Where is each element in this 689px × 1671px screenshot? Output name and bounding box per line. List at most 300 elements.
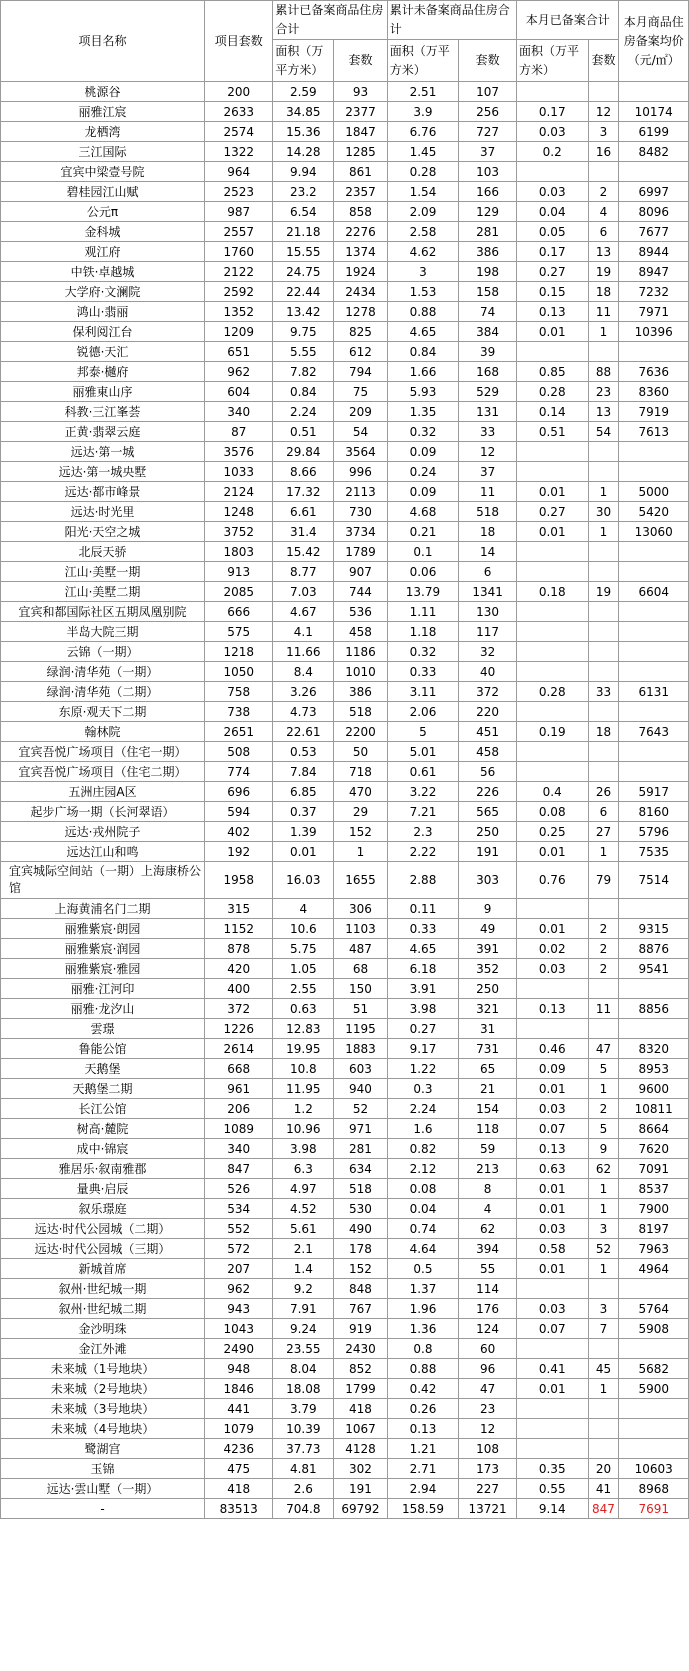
- cell-month-units: 1: [588, 1379, 619, 1399]
- col-header-unfiled-units: 套数: [459, 40, 517, 82]
- cell-total-units: 526: [205, 1179, 273, 1199]
- cell-filed-units: 940: [334, 1079, 387, 1099]
- cell-filed-units: 50: [334, 742, 387, 762]
- col-header-month-units: 套数: [588, 40, 619, 82]
- cell-month-area: [516, 1439, 588, 1459]
- cell-avg-price: 7919: [619, 402, 689, 422]
- cell-month-area: [516, 342, 588, 362]
- cell-month-units: 1: [588, 482, 619, 502]
- cell-month-units: 16: [588, 142, 619, 162]
- cell-total-units: 315: [205, 899, 273, 919]
- cell-total-units: 87: [205, 422, 273, 442]
- cell-filed-units: 2377: [334, 102, 387, 122]
- cell-total-units: 200: [205, 82, 273, 102]
- cell-unfiled-units: 281: [459, 222, 517, 242]
- cell-month-units: 30: [588, 502, 619, 522]
- cell-filed-units: 458: [334, 622, 387, 642]
- cell-filed-units: 281: [334, 1139, 387, 1159]
- cell-month-area: [516, 1399, 588, 1419]
- table-row: [1, 862, 689, 899]
- cell-unfiled-area: 0.32: [387, 422, 459, 442]
- cell-project-name: 未来城（2号地块）: [1, 1379, 205, 1399]
- table-row: [1, 762, 689, 782]
- col-header-month-area: 面积（万平方米）: [516, 40, 588, 82]
- total-unfiled-area: 158.59: [387, 1499, 459, 1519]
- cell-filed-area: 4.81: [273, 1459, 334, 1479]
- cell-filed-area: 2.1: [273, 1239, 334, 1259]
- table-row: [1, 1399, 689, 1419]
- cell-total-units: 575: [205, 622, 273, 642]
- table-row: [1, 1059, 689, 1079]
- col-header-unfiled-area: 面积（万平方米）: [387, 40, 459, 82]
- cell-filed-area: 11.66: [273, 642, 334, 662]
- cell-filed-units: 848: [334, 1279, 387, 1299]
- cell-month-units: 11: [588, 999, 619, 1019]
- cell-unfiled-area: 0.33: [387, 919, 459, 939]
- cell-project-name: 江山·美墅一期: [1, 562, 205, 582]
- cell-month-units: 1: [588, 1079, 619, 1099]
- cell-avg-price: [619, 442, 689, 462]
- cell-filed-units: 302: [334, 1459, 387, 1479]
- cell-filed-units: 150: [334, 979, 387, 999]
- cell-total-units: 1248: [205, 502, 273, 522]
- cell-filed-units: 730: [334, 502, 387, 522]
- cell-filed-area: 9.94: [273, 162, 334, 182]
- cell-avg-price: 7900: [619, 1199, 689, 1219]
- cell-month-area: 0.03: [516, 182, 588, 202]
- cell-unfiled-units: 213: [459, 1159, 517, 1179]
- cell-total-units: 3576: [205, 442, 273, 462]
- cell-unfiled-units: 107: [459, 82, 517, 102]
- cell-filed-units: 1924: [334, 262, 387, 282]
- cell-total-units: 2614: [205, 1039, 273, 1059]
- cell-filed-area: 17.32: [273, 482, 334, 502]
- cell-month-units: 13: [588, 242, 619, 262]
- cell-filed-units: 971: [334, 1119, 387, 1139]
- cell-filed-area: 9.75: [273, 322, 334, 342]
- cell-month-area: 0.85: [516, 362, 588, 382]
- cell-month-units: [588, 742, 619, 762]
- cell-unfiled-units: 321: [459, 999, 517, 1019]
- cell-month-units: 3: [588, 122, 619, 142]
- cell-filed-area: 4.67: [273, 602, 334, 622]
- cell-unfiled-units: 65: [459, 1059, 517, 1079]
- cell-month-area: [516, 1339, 588, 1359]
- cell-filed-area: 3.26: [273, 682, 334, 702]
- cell-unfiled-units: 103: [459, 162, 517, 182]
- cell-project-name: 长江公馆: [1, 1099, 205, 1119]
- cell-unfiled-units: 31: [459, 1019, 517, 1039]
- cell-filed-area: 6.61: [273, 502, 334, 522]
- table-row: [1, 742, 689, 762]
- cell-unfiled-units: 56: [459, 762, 517, 782]
- cell-unfiled-units: 458: [459, 742, 517, 762]
- cell-unfiled-area: 2.94: [387, 1479, 459, 1499]
- cell-unfiled-units: 40: [459, 662, 517, 682]
- cell-month-units: 47: [588, 1039, 619, 1059]
- cell-unfiled-units: 39: [459, 342, 517, 362]
- cell-month-area: 0.07: [516, 1319, 588, 1339]
- cell-filed-area: 11.95: [273, 1079, 334, 1099]
- cell-unfiled-area: 3: [387, 262, 459, 282]
- cell-month-area: 0.46: [516, 1039, 588, 1059]
- cell-filed-area: 9.24: [273, 1319, 334, 1339]
- cell-unfiled-area: 1.96: [387, 1299, 459, 1319]
- cell-filed-units: 1067: [334, 1419, 387, 1439]
- cell-total-units: 4236: [205, 1439, 273, 1459]
- cell-project-name: 丽雅江宸: [1, 102, 205, 122]
- cell-filed-area: 24.75: [273, 262, 334, 282]
- cell-avg-price: 5000: [619, 482, 689, 502]
- cell-unfiled-area: 13.79: [387, 582, 459, 602]
- cell-avg-price: 5764: [619, 1299, 689, 1319]
- cell-project-name: 阳光·天空之城: [1, 522, 205, 542]
- cell-month-area: 0.27: [516, 262, 588, 282]
- cell-total-units: 1043: [205, 1319, 273, 1339]
- cell-project-name: 半岛大院三期: [1, 622, 205, 642]
- cell-month-area: 0.19: [516, 722, 588, 742]
- cell-total-units: 400: [205, 979, 273, 999]
- cell-unfiled-units: 59: [459, 1139, 517, 1159]
- table-row: [1, 1279, 689, 1299]
- cell-avg-price: 8537: [619, 1179, 689, 1199]
- cell-month-area: [516, 602, 588, 622]
- cell-unfiled-units: 8: [459, 1179, 517, 1199]
- cell-total-units: 668: [205, 1059, 273, 1079]
- cell-avg-price: [619, 742, 689, 762]
- cell-month-area: 0.01: [516, 1199, 588, 1219]
- cell-total-units: 1322: [205, 142, 273, 162]
- cell-total-units: 3752: [205, 522, 273, 542]
- cell-unfiled-units: 220: [459, 702, 517, 722]
- cell-avg-price: 6199: [619, 122, 689, 142]
- cell-month-units: [588, 82, 619, 102]
- cell-total-units: 604: [205, 382, 273, 402]
- cell-filed-area: 16.03: [273, 862, 334, 899]
- cell-filed-area: 1.4: [273, 1259, 334, 1279]
- cell-project-name: 远达·都市峰景: [1, 482, 205, 502]
- col-header-filed-units: 套数: [334, 40, 387, 82]
- cell-month-area: 0.01: [516, 1259, 588, 1279]
- cell-month-area: 0.01: [516, 1179, 588, 1199]
- cell-month-area: 0.41: [516, 1359, 588, 1379]
- cell-unfiled-units: 114: [459, 1279, 517, 1299]
- cell-avg-price: 8096: [619, 202, 689, 222]
- cell-total-units: 2592: [205, 282, 273, 302]
- cell-unfiled-units: 12: [459, 442, 517, 462]
- cell-unfiled-area: 0.74: [387, 1219, 459, 1239]
- cell-filed-area: 6.54: [273, 202, 334, 222]
- cell-filed-area: 0.01: [273, 842, 334, 862]
- cell-avg-price: 8856: [619, 999, 689, 1019]
- cell-filed-units: 52: [334, 1099, 387, 1119]
- cell-project-name: 上海黄浦名门二期: [1, 899, 205, 919]
- cell-month-area: [516, 1019, 588, 1039]
- cell-unfiled-units: 62: [459, 1219, 517, 1239]
- cell-total-units: 418: [205, 1479, 273, 1499]
- cell-filed-area: 2.55: [273, 979, 334, 999]
- cell-avg-price: 5796: [619, 822, 689, 842]
- cell-project-name: 叙州·世纪城一期: [1, 1279, 205, 1299]
- cell-project-name: 东原·观天下二期: [1, 702, 205, 722]
- table-row: [1, 502, 689, 522]
- table-row: [1, 382, 689, 402]
- table-row: [1, 1379, 689, 1399]
- cell-total-units: 572: [205, 1239, 273, 1259]
- cell-month-area: 0.15: [516, 282, 588, 302]
- cell-unfiled-area: 0.5: [387, 1259, 459, 1279]
- cell-filed-area: 12.83: [273, 1019, 334, 1039]
- cell-filed-units: 1847: [334, 122, 387, 142]
- cell-month-units: 79: [588, 862, 619, 899]
- cell-unfiled-area: 3.91: [387, 979, 459, 999]
- cell-project-name: 邦泰·樾府: [1, 362, 205, 382]
- cell-month-units: 6: [588, 802, 619, 822]
- cell-unfiled-area: 0.28: [387, 162, 459, 182]
- cell-unfiled-area: 0.33: [387, 662, 459, 682]
- cell-month-units: 5: [588, 1059, 619, 1079]
- cell-filed-units: 1285: [334, 142, 387, 162]
- cell-unfiled-units: 11: [459, 482, 517, 502]
- cell-avg-price: [619, 762, 689, 782]
- cell-filed-area: 10.96: [273, 1119, 334, 1139]
- cell-month-units: 23: [588, 382, 619, 402]
- cell-month-area: [516, 542, 588, 562]
- cell-month-area: 0.14: [516, 402, 588, 422]
- cell-unfiled-area: 5: [387, 722, 459, 742]
- cell-unfiled-area: 7.21: [387, 802, 459, 822]
- cell-total-units: 962: [205, 1279, 273, 1299]
- cell-month-area: 0.13: [516, 1139, 588, 1159]
- cell-month-area: [516, 899, 588, 919]
- cell-unfiled-units: 129: [459, 202, 517, 222]
- cell-unfiled-area: 2.24: [387, 1099, 459, 1119]
- cell-total-units: 594: [205, 802, 273, 822]
- cell-avg-price: [619, 1419, 689, 1439]
- cell-month-area: [516, 442, 588, 462]
- cell-month-units: 1: [588, 842, 619, 862]
- cell-total-units: 2651: [205, 722, 273, 742]
- table-row: [1, 482, 689, 502]
- cell-avg-price: 8876: [619, 939, 689, 959]
- table-row: [1, 182, 689, 202]
- cell-filed-area: 23.2: [273, 182, 334, 202]
- cell-project-name: 未来城（3号地块）: [1, 1399, 205, 1419]
- cell-unfiled-units: 226: [459, 782, 517, 802]
- cell-total-units: 987: [205, 202, 273, 222]
- cell-filed-area: 4.1: [273, 622, 334, 642]
- cell-filed-area: 34.85: [273, 102, 334, 122]
- cell-filed-units: 487: [334, 939, 387, 959]
- cell-filed-units: 1278: [334, 302, 387, 322]
- table-row: [1, 1479, 689, 1499]
- table-row: [1, 959, 689, 979]
- cell-unfiled-area: 1.18: [387, 622, 459, 642]
- cell-filed-units: 2276: [334, 222, 387, 242]
- total-total-units: 83513: [205, 1499, 273, 1519]
- cell-filed-units: 2430: [334, 1339, 387, 1359]
- cell-unfiled-area: 3.98: [387, 999, 459, 1019]
- cell-unfiled-area: 1.21: [387, 1439, 459, 1459]
- cell-filed-area: 2.59: [273, 82, 334, 102]
- cell-unfiled-units: 250: [459, 979, 517, 999]
- cell-total-units: 1352: [205, 302, 273, 322]
- cell-avg-price: 10174: [619, 102, 689, 122]
- cell-filed-units: 2357: [334, 182, 387, 202]
- table-row: [1, 1419, 689, 1439]
- cell-month-units: [588, 1339, 619, 1359]
- table-row: [1, 362, 689, 382]
- cell-filed-units: 152: [334, 822, 387, 842]
- cell-month-units: 88: [588, 362, 619, 382]
- cell-avg-price: 7643: [619, 722, 689, 742]
- cell-project-name: 鸿山·翡丽: [1, 302, 205, 322]
- cell-month-area: 0.17: [516, 102, 588, 122]
- cell-unfiled-units: 124: [459, 1319, 517, 1339]
- cell-project-name: 保利阅江台: [1, 322, 205, 342]
- cell-month-units: 27: [588, 822, 619, 842]
- cell-filed-area: 21.18: [273, 222, 334, 242]
- cell-total-units: 340: [205, 402, 273, 422]
- cell-unfiled-area: 0.13: [387, 1419, 459, 1439]
- cell-unfiled-area: 3.11: [387, 682, 459, 702]
- cell-month-area: [516, 82, 588, 102]
- cell-filed-area: 2.6: [273, 1479, 334, 1499]
- cell-filed-area: 8.4: [273, 662, 334, 682]
- cell-project-name: 叙乐璟庭: [1, 1199, 205, 1219]
- cell-total-units: 666: [205, 602, 273, 622]
- cell-project-name: 锐德·天汇: [1, 342, 205, 362]
- cell-unfiled-area: 6.76: [387, 122, 459, 142]
- cell-unfiled-area: 4.65: [387, 939, 459, 959]
- cell-avg-price: 7232: [619, 282, 689, 302]
- cell-filed-units: 2113: [334, 482, 387, 502]
- cell-project-name: 金沙明珠: [1, 1319, 205, 1339]
- cell-filed-units: 29: [334, 802, 387, 822]
- cell-total-units: 964: [205, 162, 273, 182]
- cell-month-units: [588, 162, 619, 182]
- cell-month-units: 5: [588, 1119, 619, 1139]
- cell-filed-area: 2.24: [273, 402, 334, 422]
- cell-avg-price: [619, 562, 689, 582]
- cell-month-units: [588, 1279, 619, 1299]
- cell-avg-price: 8953: [619, 1059, 689, 1079]
- cell-project-name: 远达·时光里: [1, 502, 205, 522]
- cell-unfiled-units: 154: [459, 1099, 517, 1119]
- cell-total-units: 475: [205, 1459, 273, 1479]
- cell-unfiled-area: 0.24: [387, 462, 459, 482]
- table-row: [1, 302, 689, 322]
- cell-month-units: 1: [588, 1259, 619, 1279]
- cell-filed-units: 603: [334, 1059, 387, 1079]
- cell-filed-area: 3.79: [273, 1399, 334, 1419]
- table-row: [1, 82, 689, 102]
- table-row: [1, 602, 689, 622]
- cell-month-units: [588, 1399, 619, 1419]
- table-row: [1, 202, 689, 222]
- cell-filed-area: 14.28: [273, 142, 334, 162]
- cell-filed-units: 418: [334, 1399, 387, 1419]
- cell-month-area: [516, 762, 588, 782]
- cell-total-units: 1050: [205, 662, 273, 682]
- cell-total-units: 207: [205, 1259, 273, 1279]
- cell-month-units: 19: [588, 262, 619, 282]
- cell-month-area: 0.28: [516, 382, 588, 402]
- cell-unfiled-area: 1.37: [387, 1279, 459, 1299]
- cell-project-name: 大学府·文澜院: [1, 282, 205, 302]
- cell-unfiled-units: 158: [459, 282, 517, 302]
- cell-month-area: 0.76: [516, 862, 588, 899]
- table-row: [1, 1219, 689, 1239]
- cell-month-area: 0.03: [516, 959, 588, 979]
- cell-unfiled-area: 0.26: [387, 1399, 459, 1419]
- cell-project-name: 成中·锦宸: [1, 1139, 205, 1159]
- cell-unfiled-units: 55: [459, 1259, 517, 1279]
- cell-filed-units: 744: [334, 582, 387, 602]
- cell-unfiled-units: 6: [459, 562, 517, 582]
- cell-total-units: 402: [205, 822, 273, 842]
- cell-month-area: 0.01: [516, 322, 588, 342]
- cell-project-name: 远达·第一城央墅: [1, 462, 205, 482]
- cell-avg-price: 5682: [619, 1359, 689, 1379]
- cell-avg-price: 8947: [619, 262, 689, 282]
- cell-filed-area: 3.98: [273, 1139, 334, 1159]
- cell-month-units: 41: [588, 1479, 619, 1499]
- cell-month-units: [588, 562, 619, 582]
- col-group-filed: 累计已备案商品住房合计: [273, 1, 387, 40]
- cell-unfiled-area: 0.11: [387, 899, 459, 919]
- cell-filed-units: 1789: [334, 542, 387, 562]
- total-filed-units: 69792: [334, 1499, 387, 1519]
- cell-project-name: 叙州·世纪城二期: [1, 1299, 205, 1319]
- cell-month-area: 0.01: [516, 919, 588, 939]
- cell-avg-price: 7620: [619, 1139, 689, 1159]
- cell-total-units: 2124: [205, 482, 273, 502]
- cell-unfiled-units: 529: [459, 382, 517, 402]
- cell-avg-price: [619, 1279, 689, 1299]
- cell-filed-units: 75: [334, 382, 387, 402]
- cell-avg-price: [619, 462, 689, 482]
- cell-month-units: [588, 342, 619, 362]
- cell-filed-area: 10.8: [273, 1059, 334, 1079]
- cell-filed-area: 1.05: [273, 959, 334, 979]
- cell-month-area: 0.01: [516, 1079, 588, 1099]
- cell-filed-units: 2434: [334, 282, 387, 302]
- cell-unfiled-area: 2.88: [387, 862, 459, 899]
- cell-project-name: 云锦（一期）: [1, 642, 205, 662]
- cell-month-area: 0.02: [516, 939, 588, 959]
- cell-month-area: 0.63: [516, 1159, 588, 1179]
- cell-filed-units: 178: [334, 1239, 387, 1259]
- cell-avg-price: [619, 702, 689, 722]
- cell-filed-units: 490: [334, 1219, 387, 1239]
- cell-project-name: 丽雅·江河印: [1, 979, 205, 999]
- cell-unfiled-area: 0.61: [387, 762, 459, 782]
- cell-month-units: [588, 462, 619, 482]
- cell-filed-area: 6.85: [273, 782, 334, 802]
- cell-filed-area: 22.61: [273, 722, 334, 742]
- cell-month-units: 13: [588, 402, 619, 422]
- cell-total-units: 206: [205, 1099, 273, 1119]
- table-row: [1, 222, 689, 242]
- cell-avg-price: 10603: [619, 1459, 689, 1479]
- cell-project-name: 雲璟: [1, 1019, 205, 1039]
- cell-unfiled-units: 391: [459, 939, 517, 959]
- cell-total-units: 1760: [205, 242, 273, 262]
- table-row: [1, 1319, 689, 1339]
- cell-project-name: 北辰天骄: [1, 542, 205, 562]
- cell-total-units: 878: [205, 939, 273, 959]
